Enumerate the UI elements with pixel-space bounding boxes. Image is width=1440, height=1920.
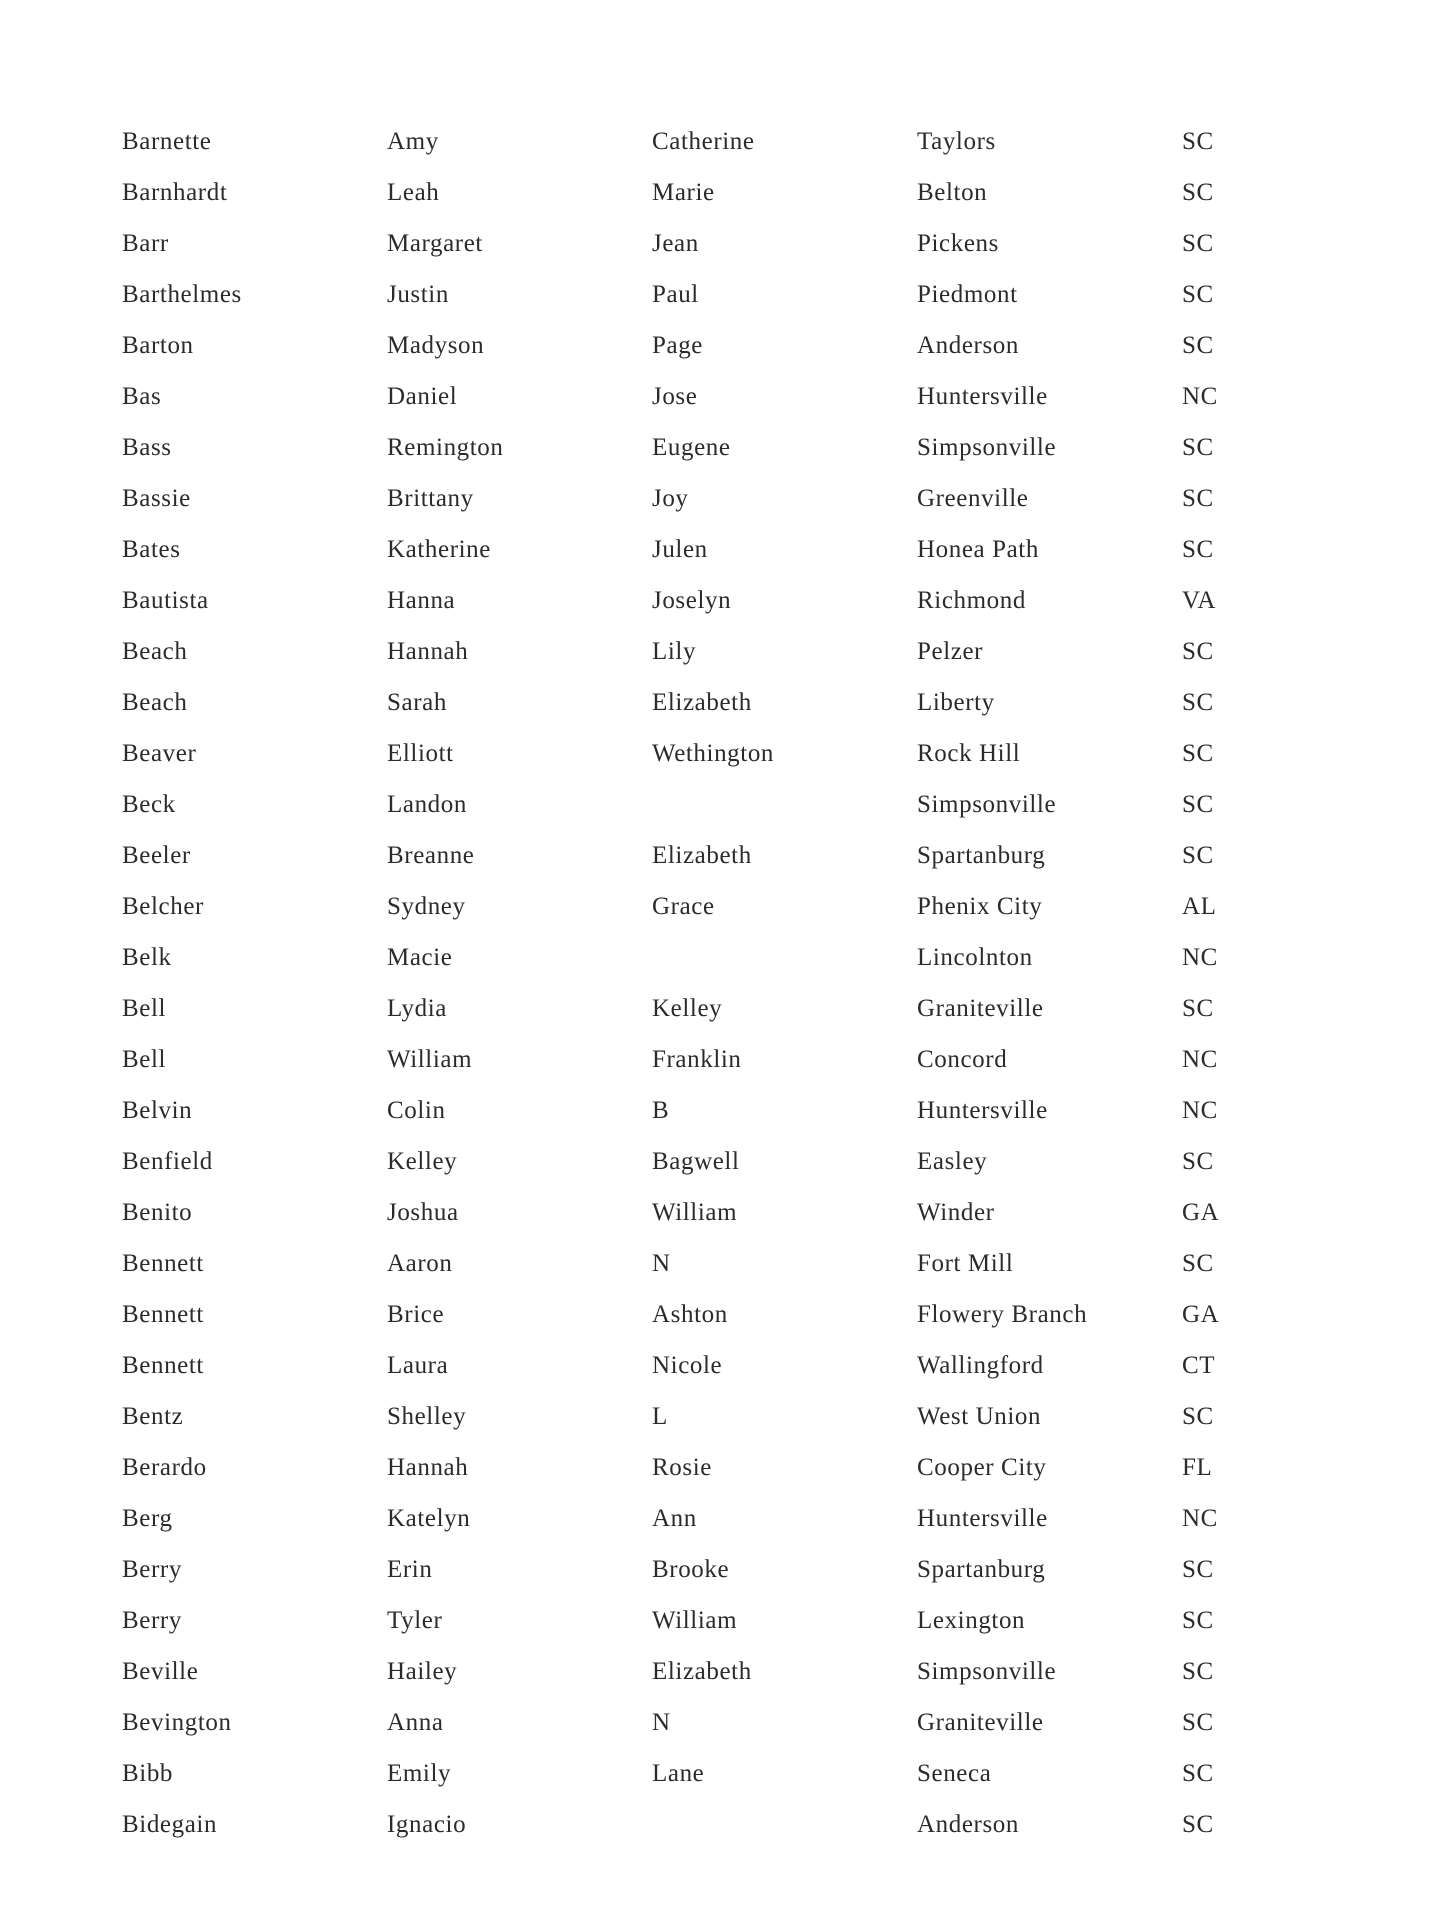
state-cell: VA — [1182, 587, 1217, 614]
middle-name-cell: Joy — [652, 485, 689, 512]
last-name-cell: Bell — [122, 1046, 167, 1073]
last-name-cell: Bennett — [122, 1250, 204, 1277]
city-cell: Cooper City — [917, 1454, 1047, 1481]
first-name-cell: Brice — [387, 1301, 445, 1328]
city-cell: Seneca — [917, 1760, 992, 1787]
last-name-cell: Berardo — [122, 1454, 207, 1481]
last-name-cell: Berry — [122, 1607, 182, 1634]
last-name-cell: Barnhardt — [122, 179, 228, 206]
last-name-cell: Berg — [122, 1505, 173, 1532]
roster-row — [122, 422, 1322, 473]
last-name-cell: Bell — [122, 995, 167, 1022]
state-cell: SC — [1182, 332, 1214, 359]
roster-row — [122, 1697, 1322, 1748]
roster-row — [122, 1340, 1322, 1391]
city-cell: Greenville — [917, 485, 1029, 512]
city-cell: Simpsonville — [917, 434, 1057, 461]
roster-row — [122, 932, 1322, 983]
state-cell: GA — [1182, 1301, 1220, 1328]
city-cell: Pelzer — [917, 638, 984, 665]
state-cell: NC — [1182, 1097, 1218, 1124]
state-cell: FL — [1182, 1454, 1213, 1481]
first-name-cell: Hanna — [387, 587, 456, 614]
middle-name-cell: Eugene — [652, 434, 731, 461]
last-name-cell: Belcher — [122, 893, 204, 920]
roster-row — [122, 167, 1322, 218]
city-cell: Huntersville — [917, 383, 1048, 410]
state-cell: SC — [1182, 1403, 1214, 1430]
state-cell: SC — [1182, 1760, 1214, 1787]
roster-row — [122, 575, 1322, 626]
roster-row — [122, 1187, 1322, 1238]
state-cell: SC — [1182, 1148, 1214, 1175]
roster-row — [122, 116, 1322, 167]
middle-name-cell: N — [652, 1709, 671, 1736]
city-cell: Huntersville — [917, 1505, 1048, 1532]
first-name-cell: Justin — [387, 281, 449, 308]
first-name-cell: Margaret — [387, 230, 483, 257]
state-cell: SC — [1182, 1607, 1214, 1634]
state-cell: SC — [1182, 536, 1214, 563]
first-name-cell: Leah — [387, 179, 440, 206]
last-name-cell: Barr — [122, 230, 169, 257]
first-name-cell: Hannah — [387, 1454, 469, 1481]
roster-row — [122, 677, 1322, 728]
middle-name-cell: Ashton — [652, 1301, 728, 1328]
last-name-cell: Bidegain — [122, 1811, 218, 1838]
roster-row — [122, 881, 1322, 932]
state-cell: GA — [1182, 1199, 1220, 1226]
city-cell: Wallingford — [917, 1352, 1044, 1379]
middle-name-cell: Elizabeth — [652, 1658, 752, 1685]
middle-name-cell: Wethington — [652, 740, 775, 767]
middle-name-cell: Catherine — [652, 128, 755, 155]
city-cell: Flowery Branch — [917, 1301, 1088, 1328]
roster-row — [122, 524, 1322, 575]
first-name-cell: William — [387, 1046, 473, 1073]
state-cell: SC — [1182, 485, 1214, 512]
middle-name-cell: Page — [652, 332, 703, 359]
city-cell: Pickens — [917, 230, 999, 257]
state-cell: SC — [1182, 128, 1214, 155]
first-name-cell: Aaron — [387, 1250, 453, 1277]
last-name-cell: Beeler — [122, 842, 191, 869]
roster-row — [122, 1289, 1322, 1340]
roster-row — [122, 371, 1322, 422]
state-cell: SC — [1182, 179, 1214, 206]
state-cell: SC — [1182, 281, 1214, 308]
first-name-cell: Daniel — [387, 383, 458, 410]
city-cell: Liberty — [917, 689, 995, 716]
roster-row — [122, 626, 1322, 677]
city-cell: Honea Path — [917, 536, 1039, 563]
middle-name-cell: Elizabeth — [652, 842, 752, 869]
state-cell: SC — [1182, 434, 1214, 461]
last-name-cell: Belk — [122, 944, 172, 971]
last-name-cell: Bennett — [122, 1301, 204, 1328]
state-cell: NC — [1182, 944, 1218, 971]
state-cell: NC — [1182, 1505, 1218, 1532]
middle-name-cell: Ann — [652, 1505, 697, 1532]
last-name-cell: Bassie — [122, 485, 191, 512]
first-name-cell: Elliott — [387, 740, 454, 767]
first-name-cell: Hailey — [387, 1658, 458, 1685]
middle-name-cell: Marie — [652, 179, 715, 206]
state-cell: AL — [1182, 893, 1217, 920]
last-name-cell: Barthelmes — [122, 281, 242, 308]
middle-name-cell: Nicole — [652, 1352, 723, 1379]
first-name-cell: Remington — [387, 434, 504, 461]
state-cell: SC — [1182, 1250, 1214, 1277]
last-name-cell: Bevington — [122, 1709, 232, 1736]
state-cell: SC — [1182, 1709, 1214, 1736]
city-cell: Lincolnton — [917, 944, 1033, 971]
state-cell: SC — [1182, 1658, 1214, 1685]
roster-row — [122, 728, 1322, 779]
roster-row — [122, 830, 1322, 881]
city-cell: Anderson — [917, 1811, 1020, 1838]
last-name-cell: Barnette — [122, 128, 212, 155]
first-name-cell: Laura — [387, 1352, 449, 1379]
middle-name-cell: Jean — [652, 230, 699, 257]
state-cell: SC — [1182, 230, 1214, 257]
middle-name-cell: L — [652, 1403, 668, 1430]
roster-row — [122, 1799, 1322, 1850]
city-cell: Simpsonville — [917, 1658, 1057, 1685]
first-name-cell: Colin — [387, 1097, 446, 1124]
state-cell: CT — [1182, 1352, 1216, 1379]
middle-name-cell: William — [652, 1607, 738, 1634]
first-name-cell: Brittany — [387, 485, 474, 512]
city-cell: Spartanburg — [917, 1556, 1046, 1583]
city-cell: Huntersville — [917, 1097, 1048, 1124]
last-name-cell: Belvin — [122, 1097, 193, 1124]
roster-row — [122, 1391, 1322, 1442]
middle-name-cell: Rosie — [652, 1454, 712, 1481]
first-name-cell: Joshua — [387, 1199, 459, 1226]
middle-name-cell: Jose — [652, 383, 698, 410]
state-cell: SC — [1182, 689, 1214, 716]
roster-row — [122, 1544, 1322, 1595]
roster-row — [122, 1442, 1322, 1493]
city-cell: Concord — [917, 1046, 1008, 1073]
last-name-cell: Bautista — [122, 587, 209, 614]
roster-row — [122, 1085, 1322, 1136]
state-cell: SC — [1182, 842, 1214, 869]
first-name-cell: Katherine — [387, 536, 491, 563]
first-name-cell: Tyler — [387, 1607, 443, 1634]
first-name-cell: Hannah — [387, 638, 469, 665]
first-name-cell: Amy — [387, 128, 439, 155]
first-name-cell: Katelyn — [387, 1505, 471, 1532]
city-cell: West Union — [917, 1403, 1042, 1430]
state-cell: SC — [1182, 1811, 1214, 1838]
roster-row — [122, 473, 1322, 524]
roster-row — [122, 218, 1322, 269]
middle-name-cell: Julen — [652, 536, 708, 563]
roster-row — [122, 1034, 1322, 1085]
last-name-cell: Bas — [122, 383, 162, 410]
roster-row — [122, 269, 1322, 320]
middle-name-cell: Joselyn — [652, 587, 732, 614]
city-cell: Richmond — [917, 587, 1026, 614]
first-name-cell: Breanne — [387, 842, 475, 869]
roster-list — [122, 116, 1322, 1850]
middle-name-cell: Grace — [652, 893, 715, 920]
last-name-cell: Berry — [122, 1556, 182, 1583]
roster-row — [122, 1493, 1322, 1544]
state-cell: NC — [1182, 383, 1218, 410]
roster-row — [122, 1136, 1322, 1187]
first-name-cell: Emily — [387, 1760, 452, 1787]
state-cell: SC — [1182, 638, 1214, 665]
city-cell: Anderson — [917, 332, 1020, 359]
roster-row — [122, 320, 1322, 371]
city-cell: Taylors — [917, 128, 996, 155]
last-name-cell: Beck — [122, 791, 176, 818]
middle-name-cell: Lane — [652, 1760, 705, 1787]
middle-name-cell: B — [652, 1097, 670, 1124]
last-name-cell: Bentz — [122, 1403, 184, 1430]
last-name-cell: Bates — [122, 536, 181, 563]
roster-row — [122, 1595, 1322, 1646]
state-cell: SC — [1182, 995, 1214, 1022]
last-name-cell: Beach — [122, 689, 188, 716]
city-cell: Spartanburg — [917, 842, 1046, 869]
middle-name-cell: William — [652, 1199, 738, 1226]
roster-row — [122, 983, 1322, 1034]
state-cell: SC — [1182, 791, 1214, 818]
city-cell: Piedmont — [917, 281, 1018, 308]
city-cell: Winder — [917, 1199, 995, 1226]
first-name-cell: Landon — [387, 791, 467, 818]
first-name-cell: Erin — [387, 1556, 433, 1583]
first-name-cell: Madyson — [387, 332, 485, 359]
last-name-cell: Benito — [122, 1199, 193, 1226]
first-name-cell: Macie — [387, 944, 453, 971]
middle-name-cell: Elizabeth — [652, 689, 752, 716]
city-cell: Fort Mill — [917, 1250, 1014, 1277]
roster-row — [122, 1238, 1322, 1289]
roster-row — [122, 1748, 1322, 1799]
last-name-cell: Bass — [122, 434, 172, 461]
state-cell: SC — [1182, 1556, 1214, 1583]
last-name-cell: Beville — [122, 1658, 199, 1685]
last-name-cell: Bibb — [122, 1760, 174, 1787]
first-name-cell: Shelley — [387, 1403, 467, 1430]
first-name-cell: Anna — [387, 1709, 444, 1736]
middle-name-cell: Franklin — [652, 1046, 742, 1073]
city-cell: Easley — [917, 1148, 988, 1175]
middle-name-cell: N — [652, 1250, 671, 1277]
state-cell: SC — [1182, 740, 1214, 767]
roster-row — [122, 1646, 1322, 1697]
city-cell: Graniteville — [917, 1709, 1044, 1736]
first-name-cell: Lydia — [387, 995, 447, 1022]
middle-name-cell: Paul — [652, 281, 699, 308]
last-name-cell: Benfield — [122, 1148, 213, 1175]
middle-name-cell: Kelley — [652, 995, 723, 1022]
first-name-cell: Sarah — [387, 689, 447, 716]
city-cell: Graniteville — [917, 995, 1044, 1022]
last-name-cell: Beach — [122, 638, 188, 665]
first-name-cell: Sydney — [387, 893, 466, 920]
city-cell: Lexington — [917, 1607, 1026, 1634]
city-cell: Phenix City — [917, 893, 1043, 920]
middle-name-cell: Lily — [652, 638, 697, 665]
last-name-cell: Barton — [122, 332, 194, 359]
roster-row — [122, 779, 1322, 830]
city-cell: Simpsonville — [917, 791, 1057, 818]
middle-name-cell: Bagwell — [652, 1148, 740, 1175]
middle-name-cell: Brooke — [652, 1556, 730, 1583]
city-cell: Belton — [917, 179, 988, 206]
last-name-cell: Bennett — [122, 1352, 204, 1379]
state-cell: NC — [1182, 1046, 1218, 1073]
last-name-cell: Beaver — [122, 740, 197, 767]
first-name-cell: Kelley — [387, 1148, 458, 1175]
city-cell: Rock Hill — [917, 740, 1021, 767]
first-name-cell: Ignacio — [387, 1811, 467, 1838]
